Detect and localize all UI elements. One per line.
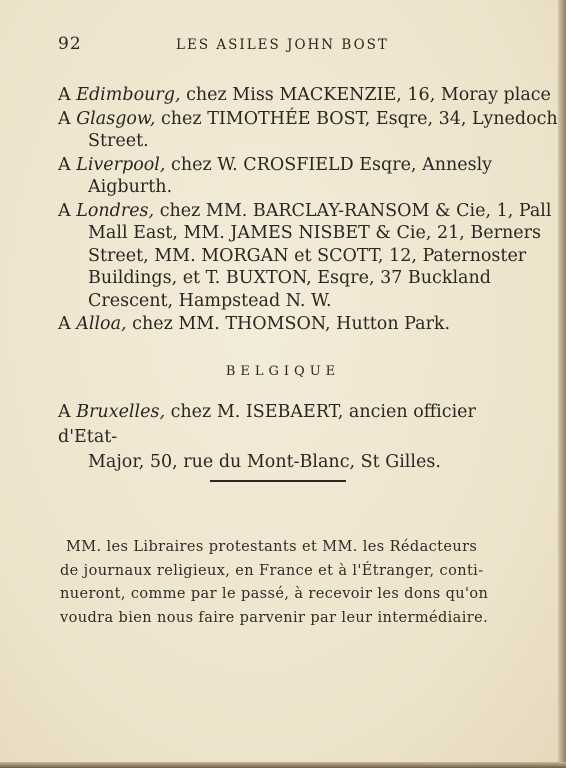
notice-paragraph	[60, 536, 502, 630]
entry-line	[58, 108, 558, 131]
entry-prefix: A	[58, 200, 77, 221]
entry-place: Liverpool,	[76, 154, 166, 175]
entry-text: chez MM. THOMSON, Hutton Park.	[132, 314, 451, 334]
entry-prefix: A	[58, 108, 77, 129]
entry-text: chez MM. BARCLAY-RANSOM & Cie, 1, Pall	[159, 200, 552, 221]
notice-line: nueront, comme par le passé, à recevoir les dons qu'on	[60, 586, 489, 602]
page-edge-bottom	[0, 762, 566, 768]
section-title-belgique: BELGIQUE	[225, 364, 341, 379]
page-header	[58, 34, 518, 58]
address-entry-edimbourg	[58, 84, 551, 107]
notice-line: MM. les Libraires protestants et MM. les Rédacteurs	[66, 539, 478, 555]
notice-line: de journaux religieux, en France et à l'Étranger, conti-	[60, 562, 484, 579]
address-list	[58, 84, 558, 337]
entry-text: Aigburth.	[88, 177, 173, 197]
entry-text: chez Miss MACKENZIE, 16, Moray place	[186, 85, 551, 105]
section-divider	[210, 480, 346, 482]
entry-prefix: A	[58, 402, 77, 422]
entry-text: Mall East, MM. JAMES NISBET & Cie, 21, Berners	[88, 223, 541, 243]
entry-place: Londres,	[76, 200, 155, 221]
entry-prefix: A	[58, 85, 77, 105]
page-edge-right	[558, 0, 566, 768]
entry-line	[58, 313, 508, 336]
entry-text: Buildings, et T. BUXTON, Esqre, 37 Buckland	[88, 268, 491, 288]
address-entry-alloa	[58, 313, 508, 336]
entry-prefix: A	[58, 154, 77, 175]
entry-line	[58, 154, 508, 177]
notice-line: voudra bien nous faire parvenir par leur intermédiaire.	[60, 609, 489, 626]
address-entry-bruxelles	[58, 400, 508, 475]
entry-text: chez TIMOTHÉE BOST, Esqre, 34, Lynedoch	[160, 108, 558, 129]
entry-text: chez W. CROSFIELD Esqre, Annesly	[171, 154, 493, 175]
address-entry-liverpool	[58, 154, 508, 199]
entry-line	[58, 200, 552, 223]
address-entry-londres	[58, 200, 552, 313]
entry-text: Street, MM. MORGAN et SCOTT, 12, Paternoster	[88, 245, 527, 266]
entry-line	[58, 400, 508, 450]
entry-line	[58, 84, 551, 107]
running-head: LES ASILES JOHN BOST	[176, 37, 389, 53]
entry-text: Street.	[88, 131, 149, 151]
entry-text: chez M. ISEBAERT, ancien officier d'Etat-	[58, 402, 476, 447]
entry-place: Alloa,	[76, 314, 127, 334]
entry-place: Edimbourg,	[76, 85, 181, 105]
address-entry-glasgow	[58, 108, 558, 153]
entry-place: Bruxelles,	[76, 402, 166, 422]
page-number: 92	[58, 34, 82, 54]
entry-text: Major, 50, rue du Mont-Blanc, St Gilles.	[88, 452, 441, 472]
entry-prefix: A	[58, 314, 77, 334]
entry-text: Crescent, Hampstead N. W.	[88, 290, 332, 311]
entry-place: Glasgow,	[76, 108, 156, 129]
